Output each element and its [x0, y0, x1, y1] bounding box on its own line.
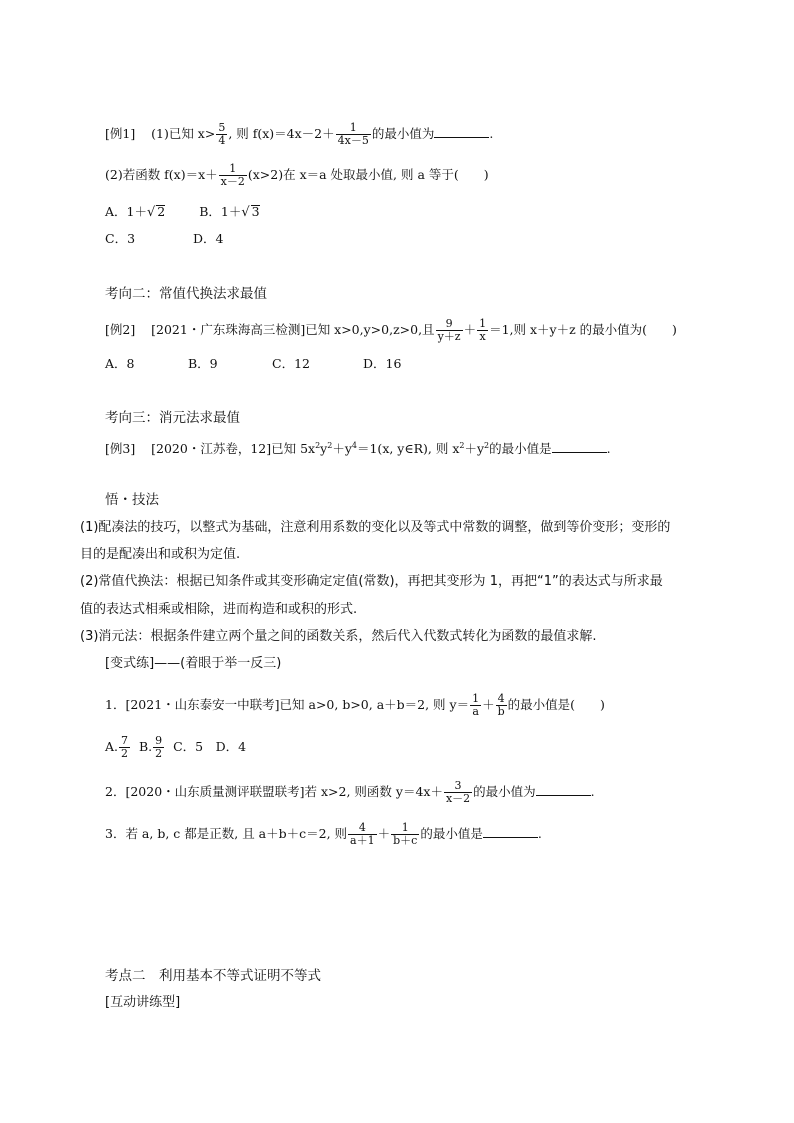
section2-subtitle: [互动讲练型]: [105, 995, 181, 1010]
option-a: A. $\frac{7}{2}$: [105, 734, 129, 761]
tips-paragraph-1b: 目的是配凑出和或积为定值.: [80, 547, 241, 562]
fraction: $\frac{5}{4}$: [218, 121, 226, 148]
practice-question-3: 3．若 a, b, c 都是正数, 且 a＋b＋c＝2, 则 $\frac{4}{a+1}$ ＋ $\frac{1}{b+c}$ 的最小值是 .: [105, 821, 542, 848]
fraction: $\frac{1}{x}$: [479, 317, 487, 344]
example2: [例2] [2021・广东珠海高三检测]已知 x>0,y>0,z>0,且 $\frac{9}{y+z}$ ＋ $\frac{1}{x}$ ＝1,则 x＋y＋z 的最小值为( ): [105, 317, 677, 344]
option-b: B．9: [188, 356, 218, 371]
fraction: $\frac{9}{y+z}$: [437, 317, 461, 344]
practice-question-1-options: [105, 735, 246, 760]
example1-part1: [例1] (1)已知 x> $\frac{5}{4}$ , 则 f(x)＝4x－2＋ $\frac{1}{4x-5}$ 的最小值为 .: [105, 121, 494, 148]
example1-options-ab: [105, 205, 260, 219]
fraction: $\frac{1}{4x-5}$: [337, 121, 369, 148]
example1-part2: (2)若函数 f(x)＝x＋ $\frac{1}{x-2}$ (x>2)在 x＝a 处取最小值, 则 a 等于( ): [105, 162, 489, 189]
option-b: B. $\frac{9}{2}$: [138, 734, 163, 761]
example-label: [例1]: [105, 126, 136, 142]
tips-paragraph-2b: 值的表达式相乘或相除，进而构造和或积的形式.: [80, 602, 358, 617]
fraction: $\frac{1}{b+c}$: [393, 821, 418, 848]
direction3-title: 考向三：消元法求最值: [105, 410, 240, 426]
option-d: D．4: [193, 231, 224, 246]
tips-paragraph-2a: (2)常值代换法：根据已知条件或其变形确定定值(常数)，再把其变形为 1，再把“1”的表达式与所求最: [80, 574, 663, 589]
option-c: C．12: [272, 356, 310, 371]
answer-blank: [552, 452, 607, 453]
option-d: D．16: [363, 356, 402, 371]
options-c-d: C．5 D．4: [173, 739, 247, 755]
fraction: $\frac{1}{x-2}$: [220, 162, 245, 189]
option-b: B．1＋√ 3: [199, 204, 260, 220]
tips-title: 悟・技法: [105, 492, 159, 508]
example-label: [例2]: [105, 322, 136, 338]
answer-blank: [434, 137, 489, 138]
fraction: $\frac{4}{a+1}$: [350, 821, 375, 848]
practice-question-2: 2．[2020・山东质量测评联盟联考]若 x>2, 则函数 y＝4x＋ $\frac{3}{x-2}$ 的最小值为 .: [105, 779, 595, 806]
fraction: $\frac{1}{a}$: [472, 692, 480, 719]
tips-paragraph-3: (3)消元法：根据条件建立两个量之间的函数关系，然后代入代数式转化为函数的最值求解.: [80, 629, 597, 644]
answer-blank: [536, 795, 591, 796]
option-a: A．8: [105, 356, 135, 371]
answer-blank: [483, 837, 538, 838]
fraction: $\frac{3}{x-2}$: [445, 779, 471, 806]
example3: [例3] [2020・江苏卷，12]已知 $5x^2y^2+y^4=1(x$, y∈R), 则 $x^2+y^2$的最小值是 .: [105, 441, 611, 457]
example1-options-cd: [105, 233, 223, 246]
practice-title: [变式练]——(着眼于举一反三): [105, 656, 282, 671]
direction2-title: 考向二：常值代换法求最值: [105, 286, 267, 302]
option-a: A．1＋√ 2: [105, 204, 166, 220]
tips-paragraph-1a: (1)配凑法的技巧，以整式为基础，注意利用系数的变化以及等式中常数的调整，做到等价变形；变形的: [80, 520, 671, 535]
section2-title: 考点二 利用基本不等式证明不等式: [105, 968, 321, 984]
fraction: $\frac{4}{b}$: [497, 692, 505, 719]
option-c: C．3: [105, 231, 136, 246]
example-label: [例3]: [105, 441, 136, 457]
practice-question-1: 1．[2021・山东泰安一中联考]已知 a>0, b>0, a＋b＝2, 则 y＝ $\frac{1}{a}$ ＋ $\frac{4}{b}$ 的最小值是( ): [105, 692, 605, 719]
example2-options: [105, 358, 401, 371]
